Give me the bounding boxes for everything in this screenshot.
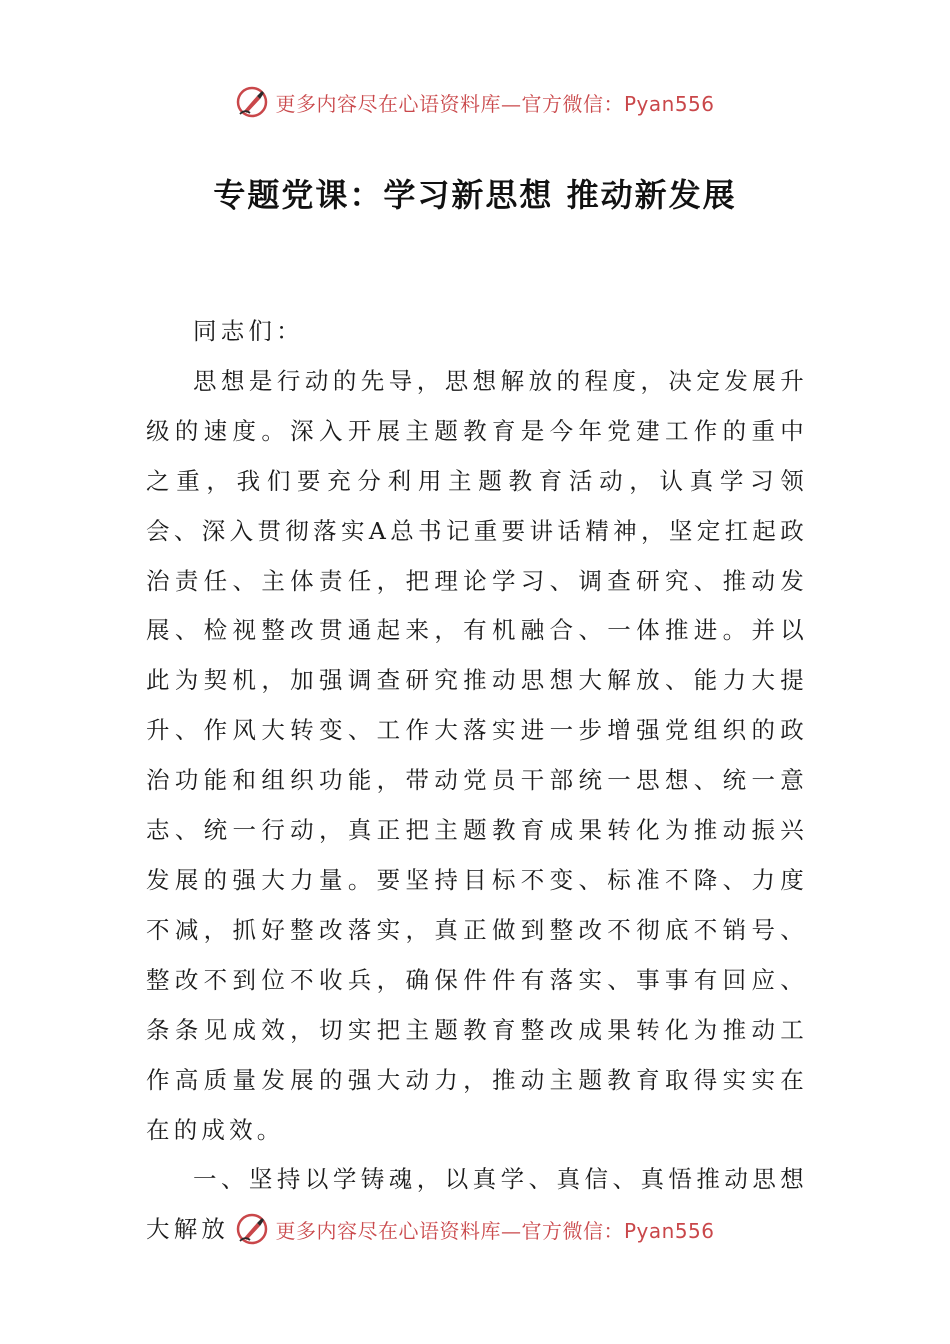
document-body — [146, 307, 808, 1255]
body-paragraph: 思想是行动的先导，思想解放的程度，决定发展升级的速度。深入开展主题教育是今年党建工作的重中之重，我们要充分利用主题教育活动，认真学习领会、深入贯彻落实A总书记重要讲话精神，坚定扛起政治责任、主体责任，把理论学习、调查研究、推动发展、检视整改贯通起来，有机融合、一体推进。并以此为契机，加强调查研究推动思想大解放、能力大提升、作风大转变、工作大落实进一步增强党组织的政治功能和组织功能，带动党员干部统一思想、统一意志、统一行动，真正把主题教育成果转化为推动振兴发展的强大力量。要坚持目标不变、标准不降、力度不减，抓好整改落实，真正做到整改不彻底不销号、整改不到位不收兵，确保件件有落实、事事有回应、条条见成效，切实把主题教育整改成果转化为推动工作高质量发展的强大动力，推动主题教育取得实实在在的成效。 — [146, 366, 808, 1144]
footer-banner — [0, 1209, 950, 1249]
footer-banner-text: 更多内容尽在心语资料库—官方微信：Pyan556 — [275, 1218, 715, 1243]
footer-wechat-id: Pyan556 — [623, 1218, 715, 1243]
section-heading: 一、坚持以学铸魂，以真学、真信、真悟推动思想大解放 — [146, 1165, 808, 1244]
pen-nib-logo-icon — [235, 1212, 269, 1246]
pen-nib-logo-icon — [235, 85, 269, 119]
header-banner — [0, 82, 950, 122]
page-title: 专题党课：学习新思想 推动新发展 — [213, 176, 737, 214]
header-wechat-id: Pyan556 — [623, 91, 715, 116]
salutation: 同志们： — [193, 317, 304, 345]
header-banner-text: 更多内容尽在心语资料库—官方微信：Pyan556 — [275, 91, 715, 116]
